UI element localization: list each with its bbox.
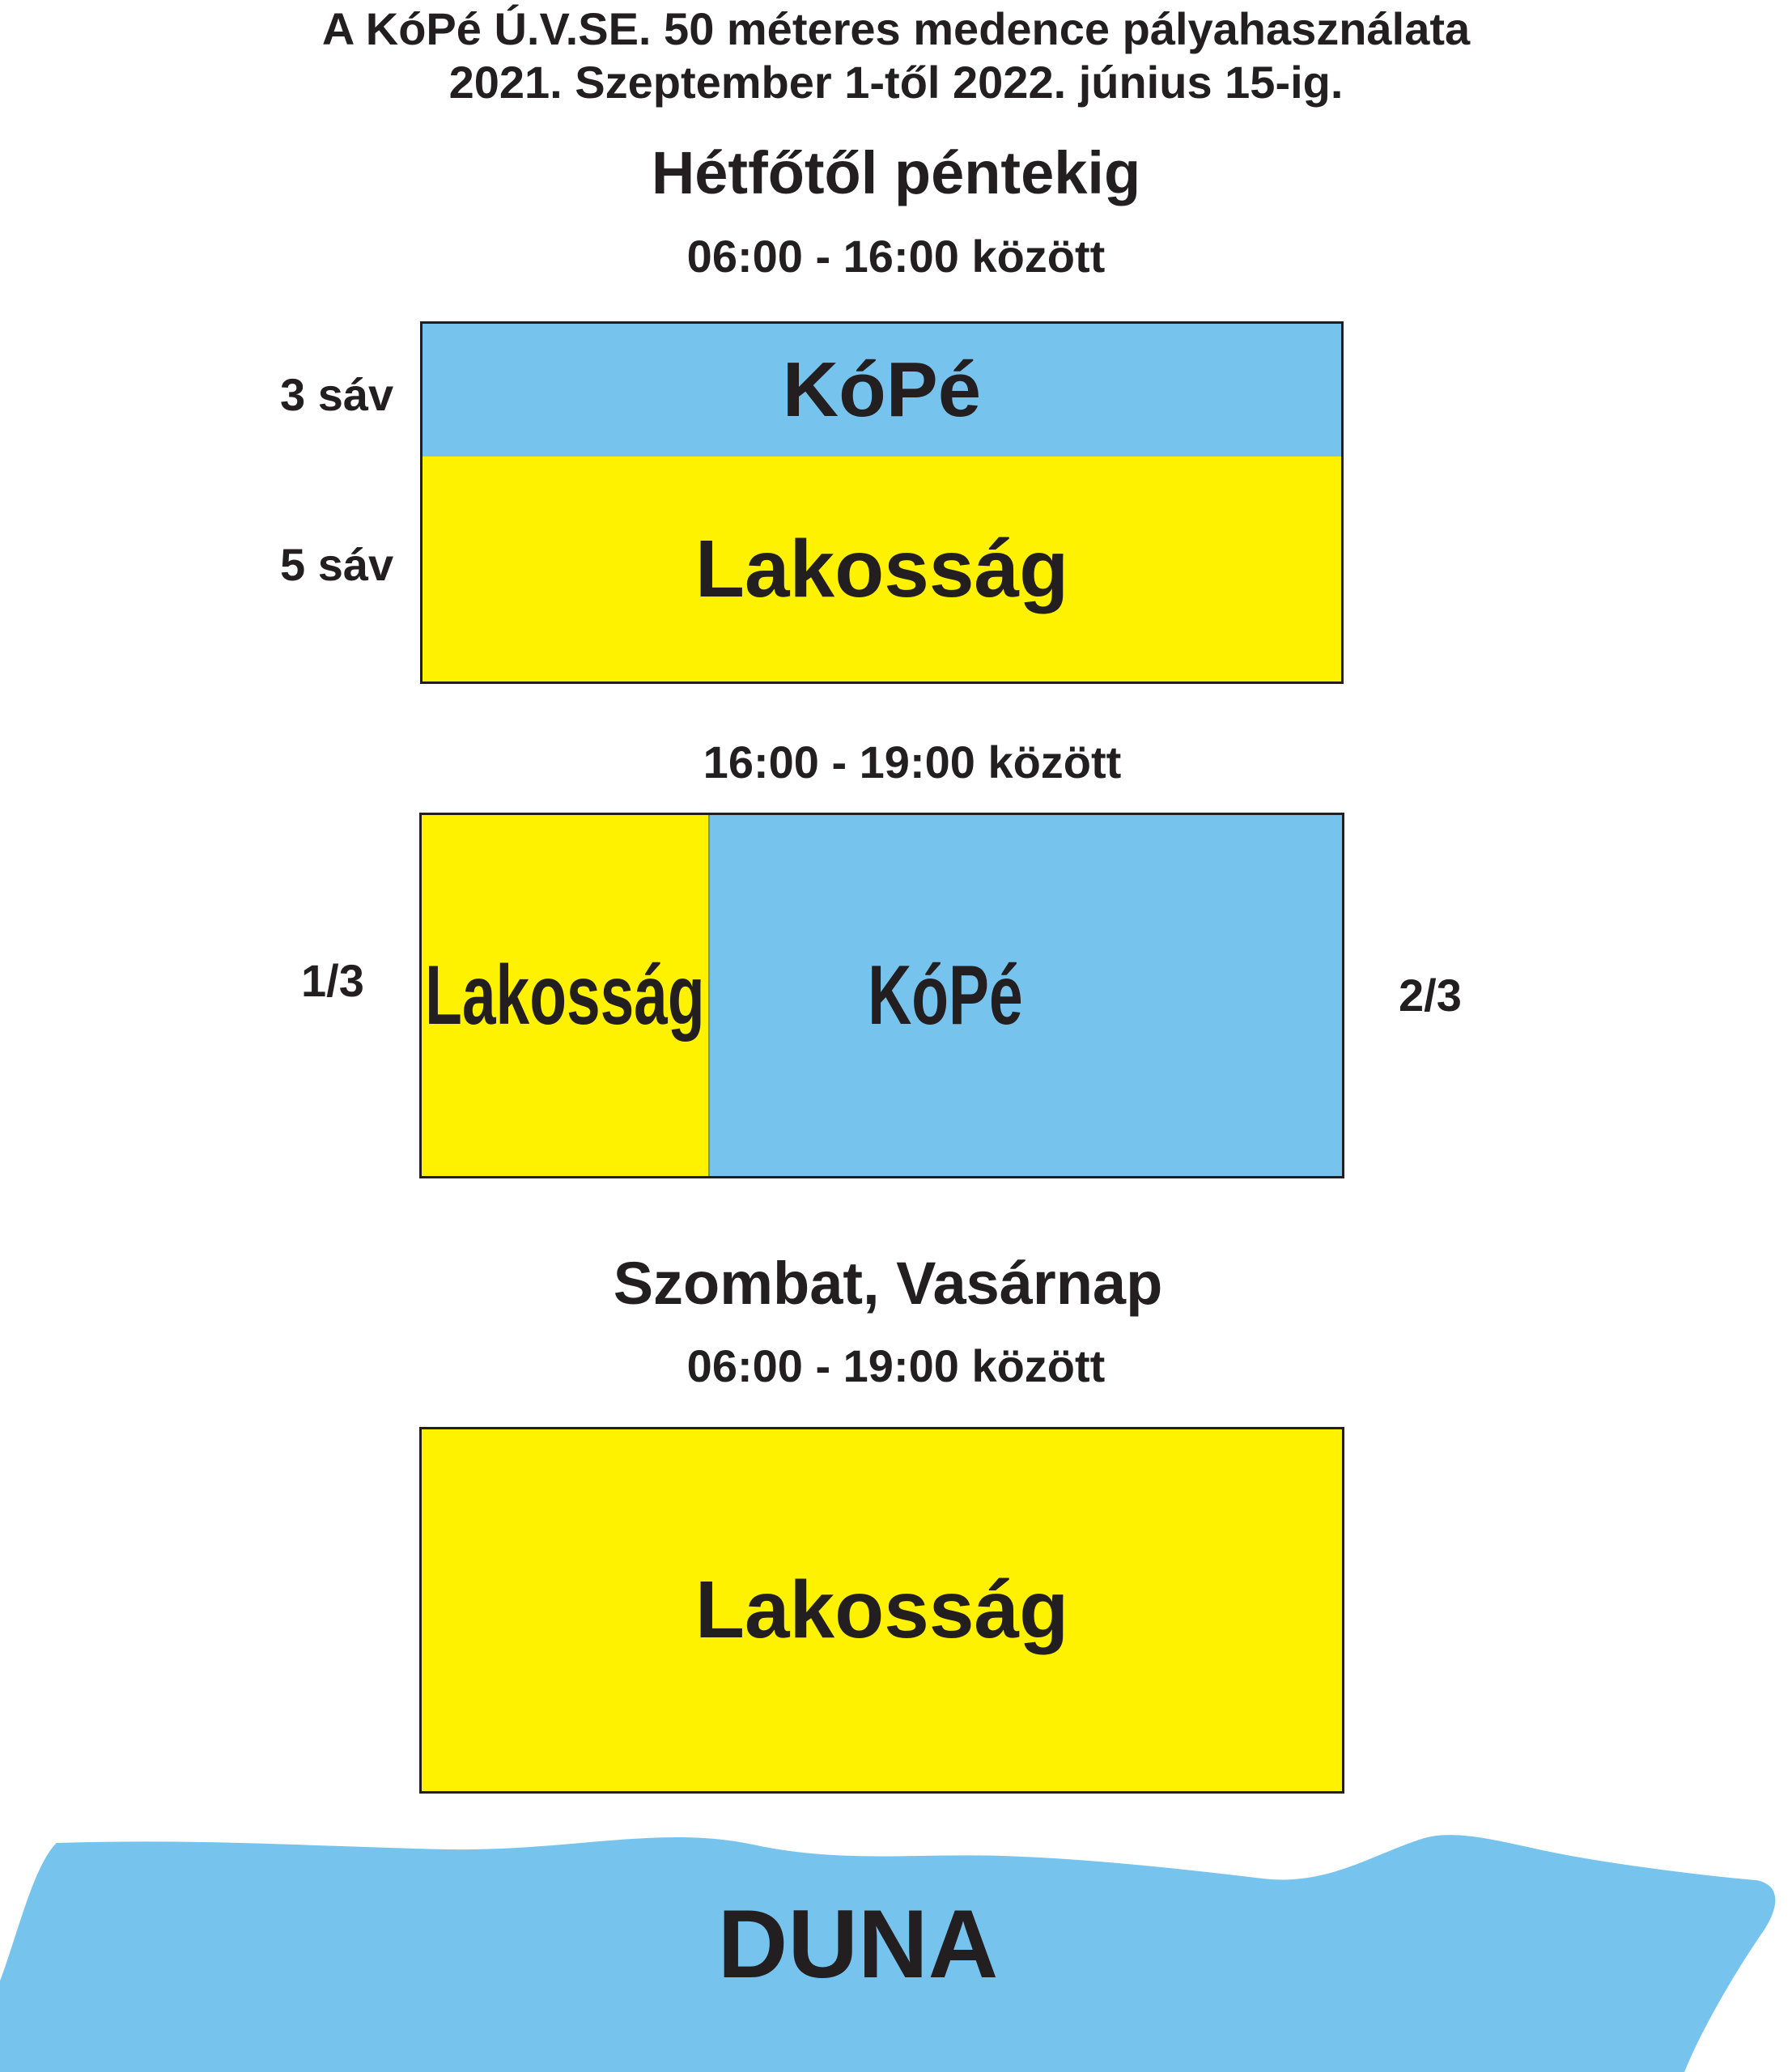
kope-two-thirds-label: KóPé [867, 948, 1023, 1042]
weekday-slot2-time: 16:00 - 19:00 között [703, 737, 1122, 788]
page-title-line-2: 2021. Szeptember 1-től 2022. június 15-ig. [448, 57, 1344, 108]
weekday-heading: Hétfőtől péntekig [651, 139, 1141, 206]
lakossag-third-zone [422, 815, 708, 1176]
weekend-heading: Szombat, Vasárnap [613, 1250, 1163, 1317]
weekend-lakossag-zone [422, 1429, 1342, 1791]
lakossag-zone-label: Lakosság [694, 523, 1069, 614]
pool-weekday-morning [420, 321, 1344, 684]
pool-weekday-afternoon [419, 813, 1344, 1178]
lakossag-lanes-label: 5 sáv [280, 539, 394, 590]
page-title-line-1: A KóPé Ú.V.SE. 50 méteres medence pályahasználata [321, 3, 1471, 54]
kope-zone-label: KóPé [782, 346, 982, 433]
lakossag-share-label: 1/3 [301, 955, 364, 1006]
kope-share-label: 2/3 [1399, 970, 1462, 1021]
lakossag-lane-zone [423, 456, 1341, 681]
weekend-lakossag-label: Lakosság [694, 1565, 1069, 1655]
pool-weekend [419, 1427, 1344, 1794]
river-label: DUNA [717, 1890, 999, 1998]
weekday-slot1-time: 06:00 - 16:00 között [686, 231, 1106, 282]
weekend-time: 06:00 - 19:00 között [686, 1340, 1106, 1391]
kope-lane-zone [423, 324, 1341, 456]
kope-two-thirds-zone [708, 815, 1342, 1176]
kope-lanes-label: 3 sáv [280, 369, 394, 420]
lakossag-third-label: Lakosság [425, 948, 705, 1042]
